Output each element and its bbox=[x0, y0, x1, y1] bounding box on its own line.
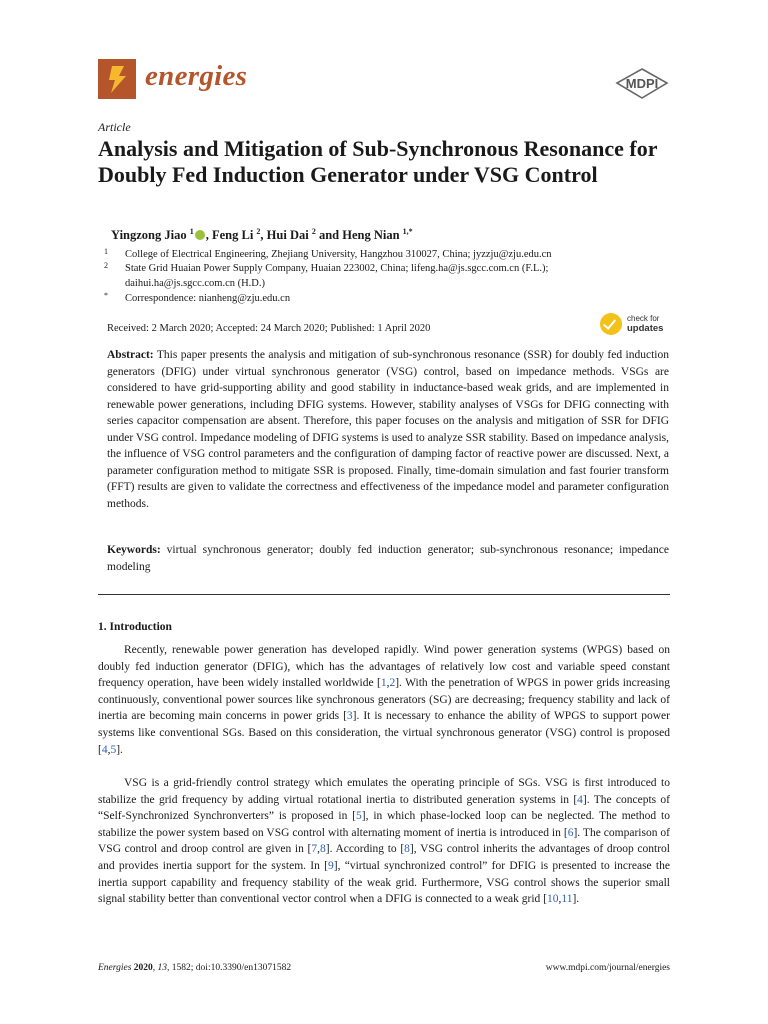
citation-link[interactable]: 4 bbox=[577, 793, 583, 806]
citation-link[interactable]: 6 bbox=[567, 826, 574, 839]
author-name: Yingzong Jiao bbox=[111, 228, 190, 243]
paragraph-text: ]. bbox=[572, 893, 580, 906]
journal-name: energies bbox=[145, 60, 248, 92]
paragraph-text: VSG is a grid-friendly control strategy which emulates the operating principle of SGs. VSG is first introduced to stabilize the grid frequency by adding virtual rotational inertia to distributed generation systems in [ bbox=[98, 777, 670, 806]
paragraph-text: , bbox=[558, 893, 562, 906]
author-affiliation-sup: 2 bbox=[311, 227, 316, 236]
lightning-bolt-icon bbox=[98, 59, 136, 99]
abstract-label: Abstract: bbox=[107, 349, 154, 361]
paragraph-text: ], “virtual synchronized control” for DFIG is presented to increase the inertia support capability and frequency stability of the weak grid. Furthermore, VSG control shows the superior small signal stability better than conventional vector control when a DFIG is connected to a weak grid [ bbox=[98, 859, 670, 906]
affiliation-text: Correspondence: nianheng@zju.edu.cn bbox=[125, 293, 291, 304]
affiliation-number: * bbox=[104, 291, 108, 300]
keywords bbox=[107, 542, 669, 575]
footer-doi: , 1582; doi:10.3390/en13071582 bbox=[167, 963, 292, 973]
abstract bbox=[107, 347, 669, 512]
intro-paragraph-1 bbox=[98, 642, 670, 758]
checkmark-icon bbox=[600, 313, 622, 335]
updates-label: updates bbox=[627, 323, 664, 334]
paragraph-text: , bbox=[317, 843, 320, 856]
footer-year: 2020 bbox=[133, 963, 153, 973]
journal-url[interactable]: www.mdpi.com/journal/energies bbox=[545, 963, 670, 973]
check-for-label: check for bbox=[627, 314, 660, 323]
abstract-text: This paper presents the analysis and mitigation of sub-synchronous resonance (SSR) for doubly fed induction generators (DFIG) under virtual synchronous generator (VSG) control, based on impedance methods. VSGs are considered to have grid-supporting ability and good stability in inductance-based weak grids, and are implemented in renewable power generations, including DFIG systems. However, stability analyses of VSGs for DFIG connecting with series capacitor compensation are absent. Therefore, this paper focuses on the analysis and mitigation of SSR for DFIG under VSG control. Impedance modeling of DFIG systems is used to analyze SSR stability. Based on impedance analysis, the influence of VSG control parameters and the configuration of damping factor of reactive power are discussed. Next, a parameter configuration method to mitigate SSR is proposed. Finally, time-domain simulation and fast fourier transform (FFT) results are given to validate the correctness and effectiveness of the impedance model and parameter configuration methods. bbox=[107, 349, 669, 510]
author-name: Feng Li bbox=[211, 228, 257, 243]
footer-volume: 13 bbox=[157, 963, 168, 973]
citation-link[interactable]: 2 bbox=[389, 677, 396, 690]
citation-link[interactable]: 11 bbox=[561, 893, 573, 906]
citation-footer: Energies 2020, 13, 1582; doi:10.3390/en13071582 bbox=[98, 963, 292, 973]
citation-link[interactable]: 4 bbox=[101, 743, 108, 756]
paragraph-text: ]. With the penetration of WPGS in power grids increasing continuously, conventional power sources like synchronous generators (SG) are decreasing; frequency stability and lack of inertia are becoming main concerns in power grids [ bbox=[98, 677, 670, 723]
journal-logo bbox=[98, 59, 136, 99]
intro-paragraph-2 bbox=[98, 775, 670, 908]
section-heading: 1. Introduction bbox=[98, 621, 172, 633]
paragraph-text: ]. According to [ bbox=[325, 843, 405, 856]
keywords-text: virtual synchronous generator; doubly fed induction generator; sub-synchronous resonance; impedance modeling bbox=[107, 544, 669, 573]
author-separator: , bbox=[260, 228, 267, 243]
publisher-name: MDPI bbox=[625, 76, 659, 91]
citation-link[interactable]: 5 bbox=[356, 810, 362, 823]
paragraph-text: , bbox=[107, 743, 111, 756]
citation-link[interactable]: 3 bbox=[346, 710, 353, 723]
paper-title: Analysis and Mitigation of Sub-Synchronous Resonance for Doubly Fed Induction Generator under VSG Control bbox=[98, 136, 658, 187]
author-name: Hui Dai bbox=[266, 228, 312, 243]
keywords-label: Keywords: bbox=[107, 544, 161, 556]
paragraph-text: ]. The comparison of VSG control and droop control are given in [ bbox=[98, 826, 671, 856]
author-list bbox=[111, 227, 413, 243]
affiliation-number: 2 bbox=[104, 261, 108, 270]
article-type: Article bbox=[98, 120, 131, 134]
citation-link[interactable]: 10 bbox=[547, 893, 559, 906]
section-divider bbox=[98, 594, 670, 595]
paragraph-text: ], in which phase-locked loop can be neglected. The method to stabilize the power system based on VSG control with alternating moment of inertia is introduced in [ bbox=[98, 810, 670, 839]
paragraph-text: ]. The concepts of “Self-Synchronized Synchronverters” is proposed in [ bbox=[98, 793, 670, 823]
citation-link[interactable]: 9 bbox=[328, 859, 334, 872]
citation-link[interactable]: 7 bbox=[311, 843, 318, 856]
affiliation-text: College of Electrical Engineering, Zhejiang University, Hangzhou 310027, China; jyzzju@zju.edu.cn bbox=[125, 249, 552, 260]
author-affiliation-sup: 2 bbox=[256, 227, 261, 236]
citation-link[interactable]: 5 bbox=[110, 743, 117, 756]
paragraph-text: , bbox=[386, 677, 390, 690]
author-separator: , bbox=[205, 228, 212, 243]
orcid-icon[interactable] bbox=[195, 230, 205, 240]
footer-journal: Energies bbox=[98, 963, 132, 973]
paragraph-text: Recently, renewable power generation has developed rapidly. Wind power generation systems (WPGS) based on doubly fed induction generator (DFIG), which has the advantages of relatively low cost and variable speed constant frequency operation, have been widely installed worldwide [ bbox=[98, 644, 670, 690]
mdpi-logo bbox=[614, 68, 670, 100]
publication-dates: Received: 2 March 2020; Accepted: 24 March 2020; Published: 1 April 2020 bbox=[107, 323, 431, 334]
author-separator: and bbox=[315, 228, 343, 243]
citation-link[interactable]: 8 bbox=[404, 843, 410, 856]
affiliation-text: State Grid Huaian Power Supply Company, Huaian 223002, China; lifeng.ha@js.sgcc.com.cn (F.L.); bbox=[125, 263, 549, 274]
check-for-updates-badge[interactable] bbox=[600, 313, 670, 339]
citation-link[interactable]: 1 bbox=[380, 677, 387, 690]
citation-link[interactable]: 8 bbox=[319, 843, 326, 856]
paragraph-text: ]. bbox=[116, 743, 123, 756]
author-name: Heng Nian bbox=[342, 228, 403, 243]
author-affiliation-sup: 1 bbox=[189, 227, 194, 236]
author-affiliation-sup: 1,* bbox=[402, 227, 413, 236]
affiliation-number: 1 bbox=[104, 247, 108, 256]
paragraph-text: ]. It is necessary to enhance the ability of WPGS to support power systems like conventional SGs. Based on this consideration, the virtual synchronous generator (VSG) control is proposed [ bbox=[98, 710, 670, 756]
affiliation-text: daihui.ha@js.sgcc.com.cn (H.D.) bbox=[125, 277, 266, 289]
paragraph-text: ], VSG control inherits the advantages of droop control and provides inertia support for the system. In [ bbox=[98, 843, 670, 872]
